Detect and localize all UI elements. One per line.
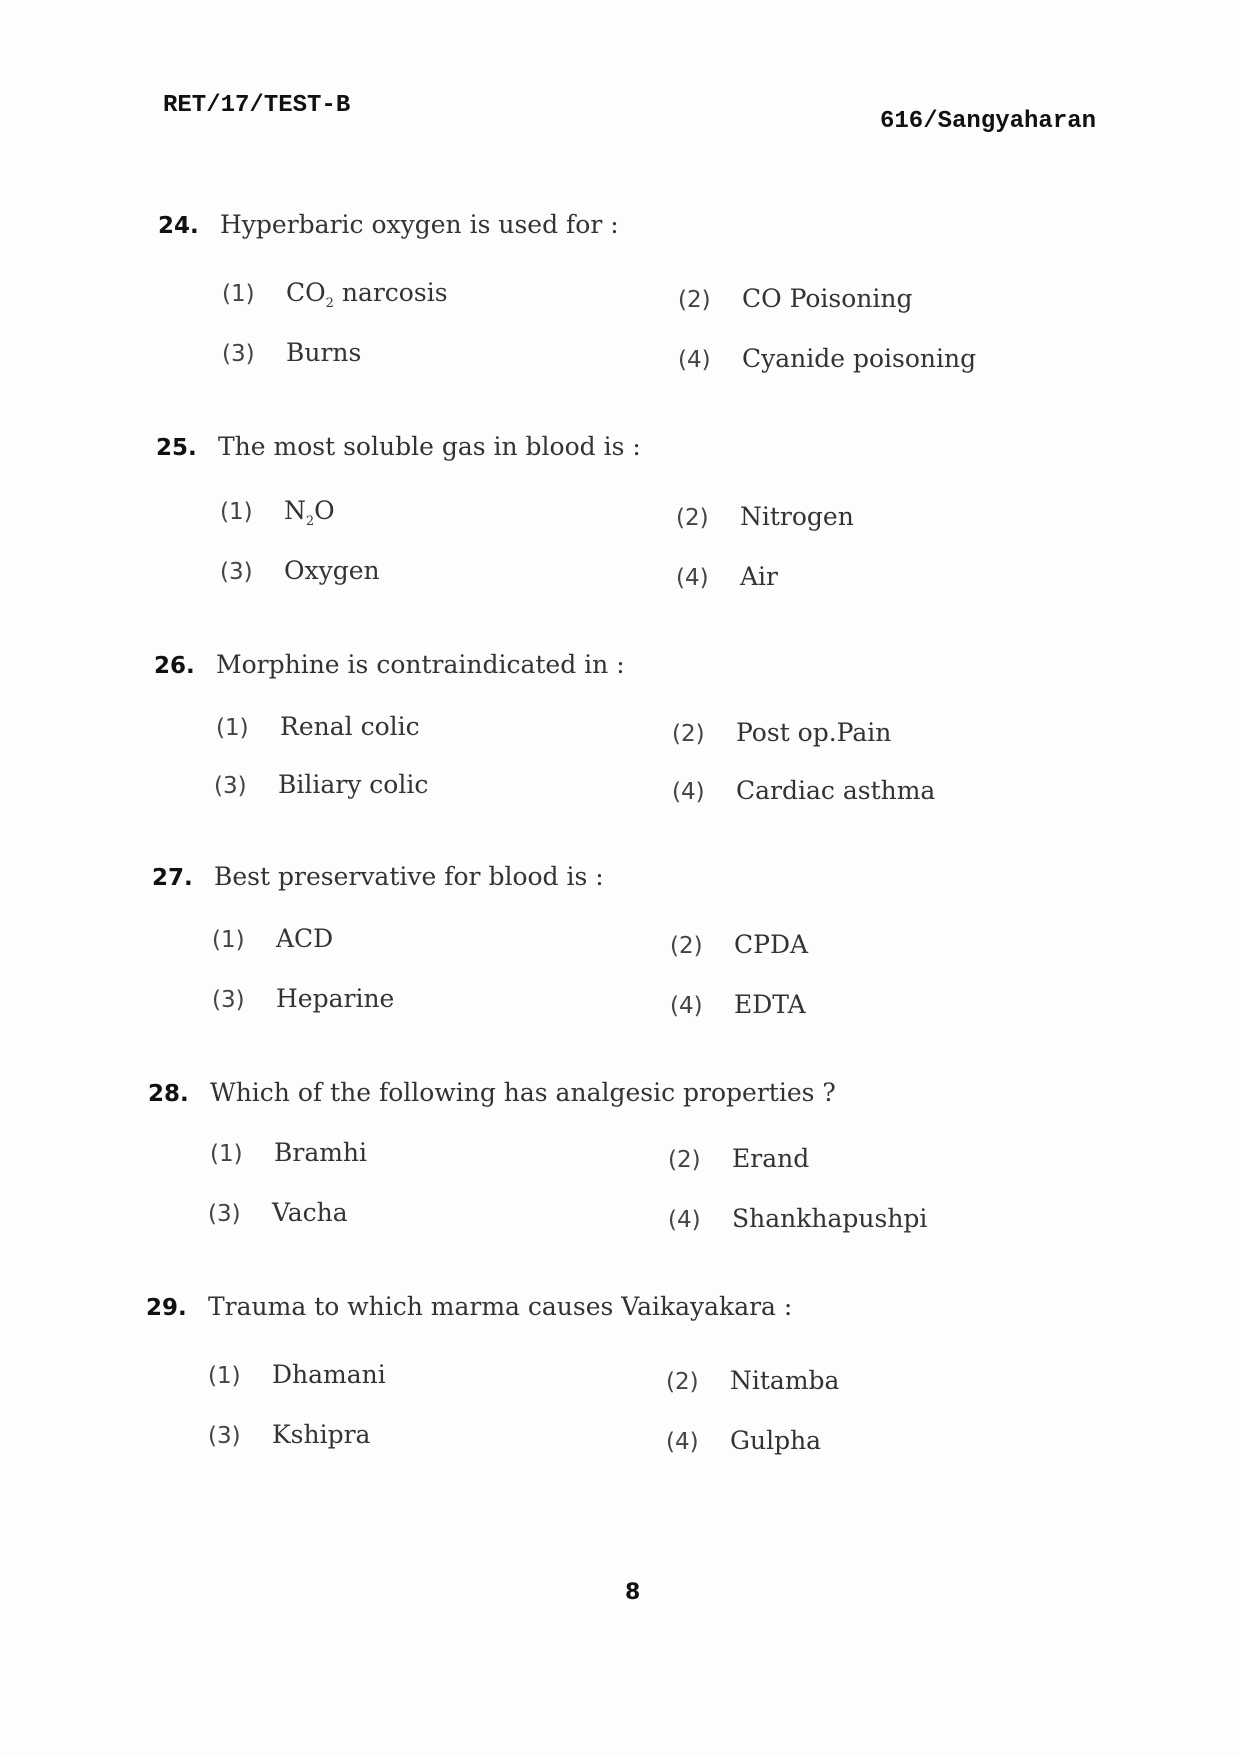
option-1: (1) $CO_2$ narcosis <box>222 278 448 311</box>
option-3: (3) Vacha <box>208 1198 348 1227</box>
question-stem <box>152 862 604 891</box>
option-3: (3) Biliary colic <box>214 770 429 799</box>
question-text: Hyperbaric oxygen is used for : <box>220 210 619 239</box>
option-4: (4) Shankhapushpi <box>668 1204 928 1233</box>
option-1: (1) Dhamani <box>208 1360 386 1389</box>
option-4: (4) Air <box>676 562 779 591</box>
option-2: (2) Nitamba <box>666 1366 840 1395</box>
question-number: 24. <box>158 213 199 239</box>
question-number: 25. <box>156 435 197 461</box>
question-number: 26. <box>154 653 195 679</box>
option-3: (3) Burns <box>222 338 362 367</box>
header-subject-code: 616/Sangyaharan <box>880 108 1097 135</box>
option-3: (3) Kshipra <box>208 1420 371 1449</box>
question-stem <box>148 1078 836 1107</box>
page-number: 8 <box>625 1580 641 1605</box>
question-number: 29. <box>146 1295 187 1321</box>
question-number: 27. <box>152 865 193 891</box>
option-2: (2) Nitrogen <box>676 502 854 531</box>
question-text: Best preservative for blood is : <box>214 862 604 891</box>
question-stem <box>146 1292 792 1321</box>
header-test-code: RET/17/TEST-B <box>163 92 351 119</box>
option-2: (2) CPDA <box>670 930 809 959</box>
option-4: (4) Gulpha <box>666 1426 822 1455</box>
question-text: The most soluble gas in blood is : <box>218 432 641 461</box>
question-stem <box>158 210 619 239</box>
question-stem <box>156 432 641 461</box>
question-stem <box>154 650 625 679</box>
option-2: (2) Erand <box>668 1144 810 1173</box>
option-1: (1) ACD <box>212 924 334 953</box>
question-text: Morphine is contraindicated in : <box>216 650 625 679</box>
question-text: Trauma to which marma causes Vaikayakara : <box>208 1292 793 1321</box>
question-number: 28. <box>148 1081 189 1107</box>
option-3: (3) Heparine <box>212 984 395 1013</box>
option-3: (3) Oxygen <box>220 556 380 585</box>
question-text: Which of the following has analgesic properties ? <box>210 1078 836 1107</box>
option-2: (2) CO Poisoning <box>678 284 913 313</box>
option-4: (4) Cyanide poisoning <box>678 344 977 373</box>
option-1: (1) $N_2O$ <box>220 496 335 529</box>
option-2: (2) Post op.Pain <box>672 718 892 747</box>
option-1: (1) Bramhi <box>210 1138 368 1167</box>
option-4: (4) EDTA <box>670 990 806 1019</box>
option-4: (4) Cardiac asthma <box>672 776 936 805</box>
option-1: (1) Renal colic <box>216 712 420 741</box>
